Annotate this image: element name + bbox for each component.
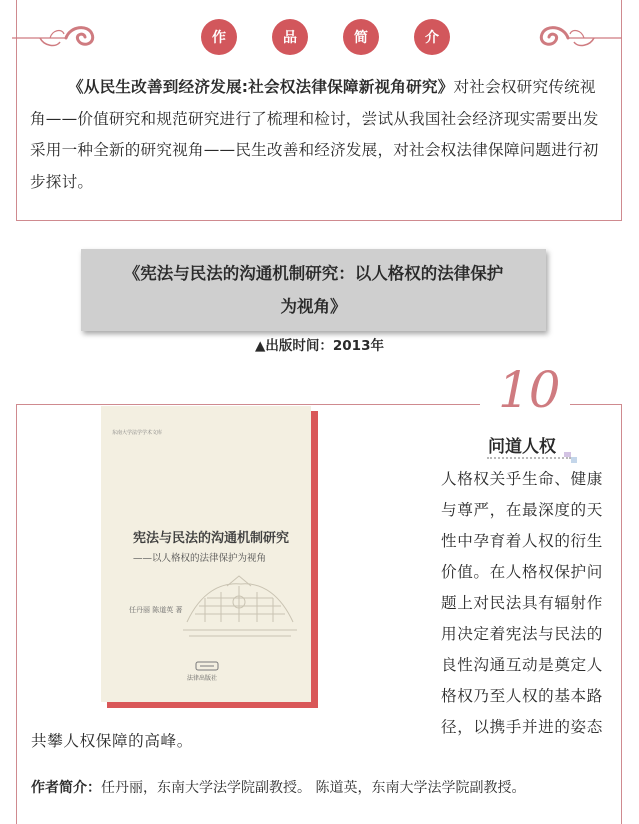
ornament-swirl-right-icon	[532, 20, 624, 54]
cover-subtitle: ——以人格权的法律保护为视角	[133, 553, 267, 564]
decor-pixel	[571, 457, 577, 463]
ornament-swirl-left-icon	[10, 20, 102, 54]
cover-series-label: 东南大学法学学术文库	[112, 430, 163, 436]
description-line: 格权乃至人权的基本路	[441, 687, 603, 705]
heading-badge: 简	[343, 19, 379, 55]
description-line: 良性沟通互动是奠定人	[441, 656, 603, 674]
decor-pixel	[564, 452, 571, 457]
intro-book-title: 《从民生改善到经济发展:社会权法律保障新视角研究》	[68, 78, 454, 96]
cover-title: 宪法与民法的沟通机制研究	[133, 531, 290, 546]
author-intro	[31, 777, 525, 797]
publish-date: ▲出版时间：2013年	[255, 338, 384, 354]
book-title-banner	[81, 249, 546, 331]
publisher-logo-icon	[195, 661, 219, 671]
intro-body: 对社会权研究传统视角——价值研究和规范研究进行了梳理和检讨，尝试从我国社会经济现实需要出发采用一种全新的研究视角——民生改善和经济发展，对社会权法律保障问题进行初步探讨。	[30, 78, 599, 191]
book-cover-image	[101, 406, 311, 702]
description-line: 性中孕育着人权的衍生	[441, 532, 603, 550]
description-line: 人格权关乎生命、健康	[441, 470, 603, 488]
author-label: 作者简介：	[31, 780, 101, 796]
banner-title-line: 《宪法与民法的沟通机制研究：以人格权的法律保护	[123, 264, 504, 283]
description-line: 与尊严，在最深度的天	[441, 501, 603, 519]
heading-badge: 品	[272, 19, 308, 55]
cover-publisher: 法律出版社	[187, 675, 218, 682]
building-sketch-icon	[181, 572, 299, 638]
banner-title-line: 为视角》	[280, 297, 347, 316]
aside-title: 问道人权	[488, 437, 556, 457]
section-heading	[201, 19, 450, 55]
description-line: 价值。在人格权保护问	[441, 563, 603, 581]
description-line: 题上对民法具有辐射作	[441, 594, 603, 612]
description-line: 用决定着宪法与民法的	[441, 625, 603, 643]
heading-badge: 作	[201, 19, 237, 55]
heading-badge: 介	[414, 19, 450, 55]
aside-divider	[487, 457, 571, 459]
description-line: 径，以携手并进的姿态	[441, 718, 603, 736]
author-text: 任丹丽，东南大学法学院副教授。 陈道英，东南大学法学院副教授。	[101, 780, 526, 796]
item-number: 10	[498, 361, 560, 419]
cover-authors: 任丹丽 陈道英 著	[129, 606, 183, 614]
intro-paragraph	[30, 72, 610, 198]
description-tail: 共攀人权保障的高峰。	[31, 732, 193, 750]
